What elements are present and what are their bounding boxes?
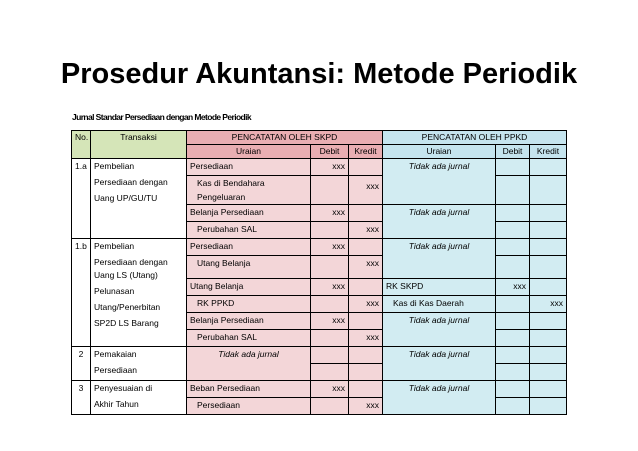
ppkd-debit xyxy=(496,330,530,347)
ppkd-debit xyxy=(496,296,530,313)
skpd-uraian: Persediaan xyxy=(187,159,311,176)
skpd-kredit xyxy=(349,381,383,398)
skpd-uraian: RK PPKD xyxy=(187,296,311,313)
skpd-debit xyxy=(311,347,349,364)
transaction-line: Utang/Penerbitan xyxy=(94,302,161,312)
skpd-uraian: Persediaan xyxy=(187,239,311,256)
transaction-cell xyxy=(91,347,187,381)
skpd-debit: xxx xyxy=(311,205,349,222)
ppkd-debit xyxy=(496,176,530,205)
table-row xyxy=(72,159,567,176)
skpd-debit: xxx xyxy=(311,279,349,296)
skpd-kredit xyxy=(349,347,383,364)
transaction-line: Persediaan dengan xyxy=(94,257,168,267)
transaction-line: Uang UP/GU/TU xyxy=(94,193,158,203)
row-number: 1.b xyxy=(72,239,91,347)
ppkd-kredit xyxy=(530,347,567,364)
ppkd-kredit xyxy=(530,364,567,381)
skpd-uraian: Perubahan SAL xyxy=(187,222,311,239)
transaction-line: Pemakaian xyxy=(94,349,137,359)
header-skpd-uraian: Uraian xyxy=(187,145,311,159)
ppkd-debit xyxy=(496,398,530,415)
journal-table xyxy=(71,130,567,415)
ppkd-uraian: Tidak ada jurnal xyxy=(383,313,496,347)
ppkd-uraian: Tidak ada jurnal xyxy=(383,381,496,415)
transaction-line: Pelunasan xyxy=(94,286,135,296)
header-no: No. xyxy=(72,131,91,159)
skpd-debit: xxx xyxy=(311,313,349,330)
ppkd-uraian: Tidak ada jurnal xyxy=(383,159,496,205)
skpd-uraian-line: Kas di Bendahara xyxy=(197,178,265,188)
transaction-cell xyxy=(91,159,187,239)
skpd-debit xyxy=(311,364,349,381)
transaction-line: Pembelian xyxy=(94,241,135,251)
header-ppkd-uraian: Uraian xyxy=(383,145,496,159)
ppkd-debit xyxy=(496,205,530,222)
header-skpd: PENCATATAN OLEH SKPD xyxy=(187,131,383,145)
table-row xyxy=(72,381,567,398)
ppkd-debit xyxy=(496,222,530,239)
skpd-kredit xyxy=(349,239,383,256)
skpd-uraian: Belanja Persediaan xyxy=(187,205,311,222)
ppkd-kredit xyxy=(530,398,567,415)
header-ppkd-kredit: Kredit xyxy=(530,145,567,159)
ppkd-kredit xyxy=(530,330,567,347)
skpd-uraian: Persediaan xyxy=(187,398,311,415)
transaction-line: Persediaan dengan xyxy=(94,177,168,187)
skpd-debit xyxy=(311,176,349,205)
ppkd-kredit xyxy=(530,239,567,256)
ppkd-debit: xxx xyxy=(496,279,530,296)
ppkd-uraian: Kas di Kas Daerah xyxy=(383,296,496,313)
ppkd-kredit xyxy=(530,205,567,222)
ppkd-uraian: Tidak ada jurnal xyxy=(383,205,496,239)
skpd-uraian xyxy=(187,176,311,205)
transaction-line: Persediaan xyxy=(94,365,138,375)
skpd-debit xyxy=(311,296,349,313)
row-number: 1.a xyxy=(72,159,91,239)
table-row xyxy=(72,239,567,256)
transaction-line: Penyesuaian di xyxy=(94,383,153,393)
ppkd-kredit: xxx xyxy=(530,296,567,313)
skpd-debit xyxy=(311,222,349,239)
skpd-kredit: xxx xyxy=(349,330,383,347)
ppkd-debit xyxy=(496,313,530,330)
ppkd-debit xyxy=(496,159,530,176)
ppkd-kredit xyxy=(530,222,567,239)
header-skpd-debit: Debit xyxy=(311,145,349,159)
transaction-line: Uang LS (Utang) xyxy=(94,270,158,280)
skpd-uraian: Belanja Persediaan xyxy=(187,313,311,330)
ppkd-debit xyxy=(496,239,530,256)
ppkd-kredit xyxy=(530,256,567,279)
skpd-debit xyxy=(311,256,349,279)
transaction-line: Akhir Tahun xyxy=(94,399,139,409)
header-transaksi: Transaksi xyxy=(91,131,187,159)
skpd-kredit: xxx xyxy=(349,296,383,313)
skpd-debit xyxy=(311,398,349,415)
transaction-cell xyxy=(91,239,187,347)
skpd-kredit xyxy=(349,159,383,176)
transaction-line: SP2D LS Barang xyxy=(94,318,159,328)
skpd-uraian-line: Pengeluaran xyxy=(197,192,246,202)
skpd-kredit: xxx xyxy=(349,398,383,415)
skpd-debit: xxx xyxy=(311,159,349,176)
header-ppkd-debit: Debit xyxy=(496,145,530,159)
ppkd-debit xyxy=(496,364,530,381)
page-title: Prosedur Akuntansi: Metode Periodik xyxy=(60,58,578,90)
header-skpd-kredit: Kredit xyxy=(349,145,383,159)
skpd-kredit: xxx xyxy=(349,256,383,279)
ppkd-uraian: RK SKPD xyxy=(383,279,496,296)
skpd-kredit: xxx xyxy=(349,176,383,205)
skpd-uraian: Beban Persediaan xyxy=(187,381,311,398)
ppkd-uraian: Tidak ada jurnal xyxy=(383,347,496,381)
ppkd-kredit xyxy=(530,279,567,296)
skpd-uraian: Utang Belanja xyxy=(187,256,311,279)
ppkd-kredit xyxy=(530,159,567,176)
skpd-kredit xyxy=(349,313,383,330)
skpd-uraian: Utang Belanja xyxy=(187,279,311,296)
skpd-debit xyxy=(311,330,349,347)
row-number: 2 xyxy=(72,347,91,381)
skpd-kredit: xxx xyxy=(349,222,383,239)
row-number: 3 xyxy=(72,381,91,415)
header-ppkd: PENCATATAN OLEH PPKD xyxy=(383,131,567,145)
ppkd-debit xyxy=(496,256,530,279)
skpd-debit: xxx xyxy=(311,381,349,398)
ppkd-kredit xyxy=(530,176,567,205)
skpd-uraian: Perubahan SAL xyxy=(187,330,311,347)
skpd-debit: xxx xyxy=(311,239,349,256)
ppkd-kredit xyxy=(530,381,567,398)
skpd-uraian: Tidak ada jurnal xyxy=(187,347,311,381)
header-row-1 xyxy=(72,131,567,145)
transaction-cell xyxy=(91,381,187,415)
table-subtitle: Jurnal Standar Persediaan dengan Metode Periodik xyxy=(72,112,252,122)
ppkd-kredit xyxy=(530,313,567,330)
table-row xyxy=(72,347,567,364)
skpd-kredit xyxy=(349,279,383,296)
ppkd-debit xyxy=(496,381,530,398)
skpd-kredit xyxy=(349,205,383,222)
ppkd-uraian: Tidak ada jurnal xyxy=(383,239,496,279)
ppkd-debit xyxy=(496,347,530,364)
transaction-line: Pembelian xyxy=(94,161,135,171)
skpd-kredit xyxy=(349,364,383,381)
